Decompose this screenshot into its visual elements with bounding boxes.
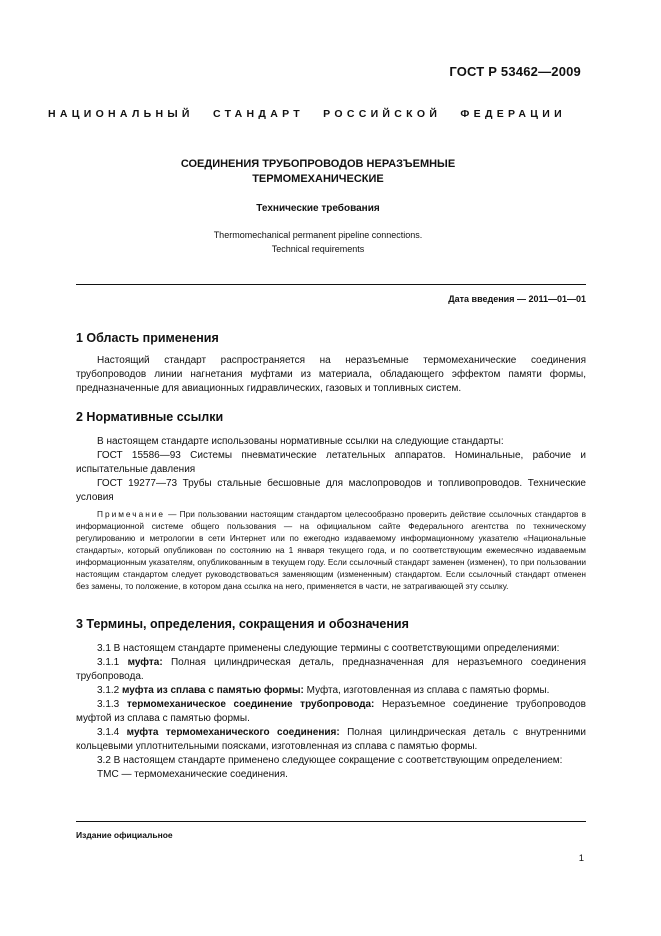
section-3-paragraph-3: ТМС — термомеханические соединения.: [97, 769, 288, 780]
section-2-body: [76, 435, 586, 505]
term-3-1-4: [76, 726, 586, 754]
section-3-paragraph-2: 3.2 В настоящем стандарте применено следующее сокращение с соответствующим определением:: [97, 755, 563, 766]
section-2-note: [76, 508, 586, 592]
note-label: Примечание: [97, 509, 166, 519]
introduction-date: Дата введения — 2011—01—01: [448, 294, 586, 304]
term-3-1-1: [76, 656, 586, 684]
reference-1: ГОСТ 15586—93 Системы пневматические летательных аппаратов. Номинальные, рабочие и испытательные давления: [76, 450, 586, 475]
term-name: муфта из сплава с памятью формы:: [122, 685, 304, 696]
english-title-line-1: Thermomechanical permanent pipeline connections.: [213, 230, 423, 240]
term-number: 3.1.2: [97, 685, 123, 696]
section-3-heading: 3 Термины, определения, сокращения и обозначения: [76, 617, 409, 631]
page-number: 1: [578, 853, 584, 864]
section-1-paragraph: Настоящий стандарт распространяется на неразъемные термомеханические соединения трубопроводов линии нагнетания муфтами из материала, обладающего эффектом памяти формы, предназначенные для авиационных гидравлических, газовых и топливных систем.: [76, 355, 586, 394]
term-number: 3.1.1: [97, 657, 128, 668]
national-standard-text: НАЦИОНАЛЬНЫЙ СТАНДАРТ РОССИЙСКОЙ ФЕДЕРАЦИИ: [48, 108, 566, 120]
term-definition: Полная цилиндрическая деталь с внутренними кольцевыми уплотнительными поясками, изготовленная из сплава с памятью формы.: [76, 727, 587, 752]
term-number: 3.1.3: [97, 699, 127, 710]
term-definition: Полная цилиндрическая деталь, предназначенная для неразъемного соединения трубопровода.: [76, 657, 586, 682]
section-1-heading: 1 Область применения: [76, 331, 219, 345]
document-subtitle: Технические требования: [256, 203, 380, 214]
section-3-body: [76, 642, 586, 782]
term-3-1-3: [76, 698, 586, 726]
section-1-body: [76, 354, 586, 396]
term-number: 3.1.4: [97, 727, 127, 738]
term-3-1-2: [76, 684, 586, 698]
term-definition: Муфта, изготовленная из сплава с памятью формы.: [303, 685, 550, 696]
title-line-1: СОЕДИНЕНИЯ ТРУБОПРОВОДОВ НЕРАЗЪЕМНЫЕ: [180, 158, 456, 170]
national-standard-banner: [48, 108, 586, 120]
term-definition: Неразъемное соединение трубопроводов муфтой из сплава с памятью формы.: [76, 699, 586, 724]
section-2-intro: В настоящем стандарте использованы нормативные ссылки на следующие стандарты:: [97, 436, 504, 447]
note-text: — При пользовании настоящим стандартом целесообразно проверить действие ссылочных стандартов в информационной системе общего пользования — на официальном сайте Федерального агентства по техническому регулированию и метрологии в сети Интернет или по ежегодно издаваемому информационному указателю «Национальные стандарты», который опубликован по состоянию на 1 января текущего года, и по соответствующим ежемесячно издаваемым информационным указателям, опубликованным в текущем году. Если ссылочный стандарт заменен (изменен), то при пользовании настоящим стандартом следует руководствоваться заменяющим (измененным) стандартом. Если ссылочный стандарт отменен без замены, то положение, в котором дана ссылка на него, применяется в части, не затрагивающей эту ссылку.: [76, 509, 586, 591]
term-name: муфта термомеханического соединения:: [126, 727, 340, 738]
reference-2: ГОСТ 19277—73 Трубы стальные бесшовные для маслопроводов и топливопроводов. Технические условия: [76, 478, 586, 503]
top-divider: [76, 284, 586, 285]
title-line-2: ТЕРМОМЕХАНИЧЕСКИЕ: [252, 173, 384, 185]
note-paragraph: [76, 508, 586, 592]
term-name: термомеханическое соединение трубопровода:: [126, 699, 375, 710]
english-title: [40, 228, 596, 256]
official-edition-label: Издание официальное: [76, 830, 173, 840]
section-2-heading: 2 Нормативные ссылки: [76, 410, 224, 424]
english-title-line-2: Technical requirements: [271, 244, 365, 254]
bottom-divider: [76, 821, 586, 822]
term-name: муфта:: [127, 657, 163, 668]
gost-number: ГОСТ Р 53462—2009: [449, 64, 581, 79]
document-title: [40, 157, 596, 187]
section-3-paragraph-1: 3.1 В настоящем стандарте применены следующие термины с соответствующими определениями:: [97, 643, 560, 654]
